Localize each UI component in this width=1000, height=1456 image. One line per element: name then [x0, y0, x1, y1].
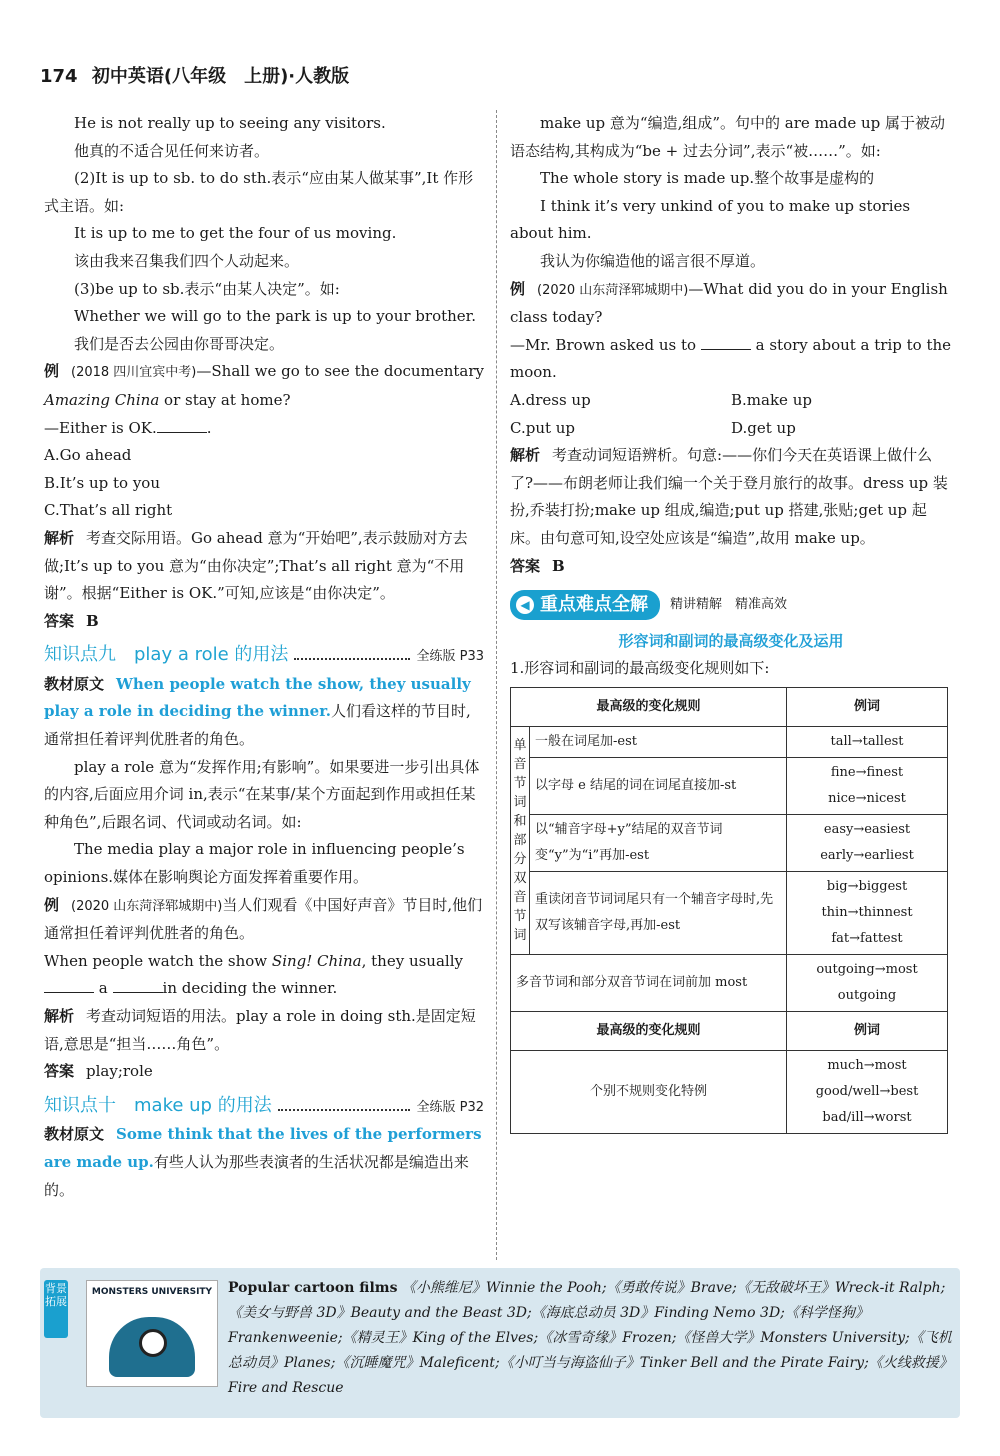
right-column — [510, 110, 952, 1134]
exercise-3-answer-line: —Mr. Brown asked us to a story about a trip to the moon. — [510, 335, 952, 382]
table-header-rule: 最高级的变化规则 — [511, 1011, 787, 1050]
book-title: 初中英语(八年级 上册)·人教版 — [91, 66, 350, 87]
page-header — [40, 62, 349, 88]
group-label: 单音节词和部分双音节词 — [511, 726, 530, 954]
example-translation: 他真的不适合见任何来访者。 — [74, 141, 270, 160]
page-number: 174 — [40, 66, 78, 87]
example-cell: easy→easiest early→earliest — [787, 814, 948, 871]
example-translation: 我们是否去公园由你哥哥决定。 — [74, 334, 285, 353]
usage-note: (2)It is up to sb. to do sth.表示“应由某人做某事”,It 作形式主语。如: — [44, 169, 474, 215]
option-b: B.make up — [731, 390, 812, 409]
banner-badge: ◀ 重点难点全解 — [510, 590, 660, 620]
films-text: 《小熊维尼》Winnie the Pooh;《勇敢传说》Brave;《无敌破坏王》Wreck-it Ralph;《美女与野兽 3D》Beauty and the Beast 3D;《海底总动员 3D》Finding Nemo 3D;《科学怪狗》Frankenweenie;《精灵王》King of the Elves;《冰雪奇缘》Frozen;《怪兽大学》Monsters University;《飞机总动员》Planes;《沉睡魔咒》Maleficent;《小叮当与海盗仙子》Tinker Bell and the Pirate Fairy;《火线救援》Fire and Rescue — [228, 1280, 953, 1396]
analysis-2: 解析 考查动词短语的用法。play a role in doing sth.是固定短语,意思是“担当……角色”。 — [44, 1007, 476, 1053]
option-d: D.get up — [731, 418, 796, 437]
megaphone-icon: ◀ — [516, 596, 534, 614]
example-translation: 我认为你编造他的谣言很不厚道。 — [540, 251, 766, 270]
exercise-3: 例 (2020 山东菏泽郓城期中)—What did you do in your English class today? — [510, 279, 948, 327]
answer-3: 答案 B — [510, 556, 565, 575]
play-a-role-explanation: play a role 意为“发挥作用;有影响”。如果要进一步引出具体的内容,后面应用介词 in,表示“在某事/某个方面起到作用或担任某种角色”,后跟名词、代词或动名词。如: — [44, 757, 480, 831]
option-c: C.That’s all right — [44, 501, 173, 520]
poster-title: MONSTERS UNIVERSITY — [91, 1287, 213, 1297]
example-cell: tall→tallest — [787, 726, 948, 757]
analysis-3: 解析 考查动词短语辨析。句意:——你们今天在英语课上做什么了?——布朗老师让我们编一个关于登月旅行的故事。dress up 装扮,乔装打扮;make up 组成,编造;put up 搭建,张贴;get up 起床。由句意可知,设空处应该是“编造”,故用 make up。 — [510, 446, 948, 547]
table-header-rule: 最高级的变化规则 — [511, 687, 787, 726]
example-cell: outgoing→most outgoing — [787, 954, 948, 1011]
answer-blank — [157, 418, 207, 433]
rule-cell: 以“辅音字母+y”结尾的双音节词变“y”为“i”再加-est — [530, 814, 787, 871]
rules-intro: 1.形容词和副词的最高级变化规则如下: — [510, 659, 770, 678]
option-c: C.put up — [510, 418, 576, 437]
cartoon-films-list — [228, 1276, 953, 1401]
example-sentence: He is not really up to seeing any visitors. — [74, 114, 386, 132]
knowledge-point-10-heading: 知识点十 make up 的用法 全练版 P32 — [44, 1094, 484, 1116]
answer-blank — [701, 335, 751, 350]
play-a-role-example: The media play a major role in influencing people’s opinions.媒体在影响舆论方面发挥着重要作用。 — [44, 840, 465, 887]
rule-cell: 重读闭音节词词尾只有一个辅音字母时,先双写该辅音字母,再加-est — [530, 871, 787, 954]
rule-cell: 一般在词尾加-est — [530, 726, 787, 757]
rule-cell: 以字母 e 结尾的词在词尾直接加-st — [530, 757, 787, 814]
options-row — [510, 387, 952, 415]
key-points-banner: ◀ 重点难点全解 精讲精解 精准高效 — [510, 590, 952, 620]
option-a: A.Go ahead — [44, 446, 132, 465]
options-row — [510, 415, 952, 443]
films-heading: Popular cartoon films — [228, 1280, 398, 1296]
exercise-1: 例 (2018 四川宜宾中考)—Shall we go to see the documentary Amazing China or stay at home? — [44, 362, 484, 409]
answer-1: 答案 B — [44, 611, 99, 630]
rule-cell: 个别不规则变化特例 — [511, 1050, 787, 1133]
answer-blank — [113, 978, 163, 993]
example-translation: 该由我来召集我们四个人动起来。 — [74, 251, 300, 270]
exercise-2-question: When people watch the show Sing! China, they usually a in deciding the winner. — [44, 951, 463, 998]
example-cell: much→most good/well→best bad/ill→worst — [787, 1050, 948, 1133]
example-cell: big→biggest thin→thinnest fat→fattest — [787, 871, 948, 954]
example-sentence: Whether we will go to the park is up to your brother. — [74, 307, 476, 326]
left-column — [44, 110, 484, 1204]
monsters-university-poster — [86, 1280, 218, 1387]
make-up-explanation: make up 意为“编造,组成”。句中的 are made up 属于被动语态结构,其构成为“be + 过去分词”,表示“被……”。如: — [510, 114, 946, 160]
example-sentence: It is up to me to get the four of us moving. — [74, 224, 397, 243]
example-sentence: The whole story is made up.整个故事是虚构的 — [540, 169, 875, 188]
rule-cell: 多音节词和部分双音节词在词前加 most — [511, 954, 787, 1011]
superlative-rules-table — [510, 687, 948, 1134]
background-expansion-box — [40, 1268, 960, 1418]
answer-2: 答案 play;role — [44, 1062, 153, 1081]
answer-blank — [44, 978, 94, 993]
exercise-2: 例 (2020 山东菏泽郓城期中)当人们观看《中国好声音》节目时,他们通常担任着评判优胜者的角色。 — [44, 895, 483, 943]
footer-tag: 背景拓展 — [44, 1280, 68, 1338]
analysis-1: 解析 考查交际用语。Go ahead 意为“开始吧”,表示鼓励对方去做;It’s up to you 意为“由你决定”;That’s all right 意为“不用谢”。根据“Either is OK.”可知,应该是“由你决定”。 — [44, 528, 468, 603]
section-title: 形容词和副词的最高级变化及运用 — [618, 631, 844, 650]
table-header-example: 例词 — [787, 1011, 948, 1050]
table-header-example: 例词 — [787, 687, 948, 726]
textbook-original-10: 教材原文 Some think that the lives of the performers are made up.有些人认为那些表演者的生活状况都是编造出来的。 — [44, 1125, 482, 1199]
exercise-1-answer-line: —Either is OK. . — [44, 418, 212, 437]
knowledge-point-9-heading: 知识点九 play a role 的用法 全练版 P33 — [44, 644, 484, 666]
usage-note: (3)be up to sb.表示“由某人决定”。如: — [74, 279, 340, 298]
column-divider — [496, 110, 497, 1260]
example-cell: fine→finest nice→nicest — [787, 757, 948, 814]
example-sentence: I think it’s very unkind of you to make up stories about him. — [510, 196, 911, 243]
option-b: B.It’s up to you — [44, 473, 161, 492]
textbook-original-9: 教材原文 When people watch the show, they usually play a role in deciding the winner.人们看这样的节目时,通常担任着评判优胜者的角色。 — [44, 674, 471, 749]
option-a: A.dress up — [510, 390, 591, 409]
